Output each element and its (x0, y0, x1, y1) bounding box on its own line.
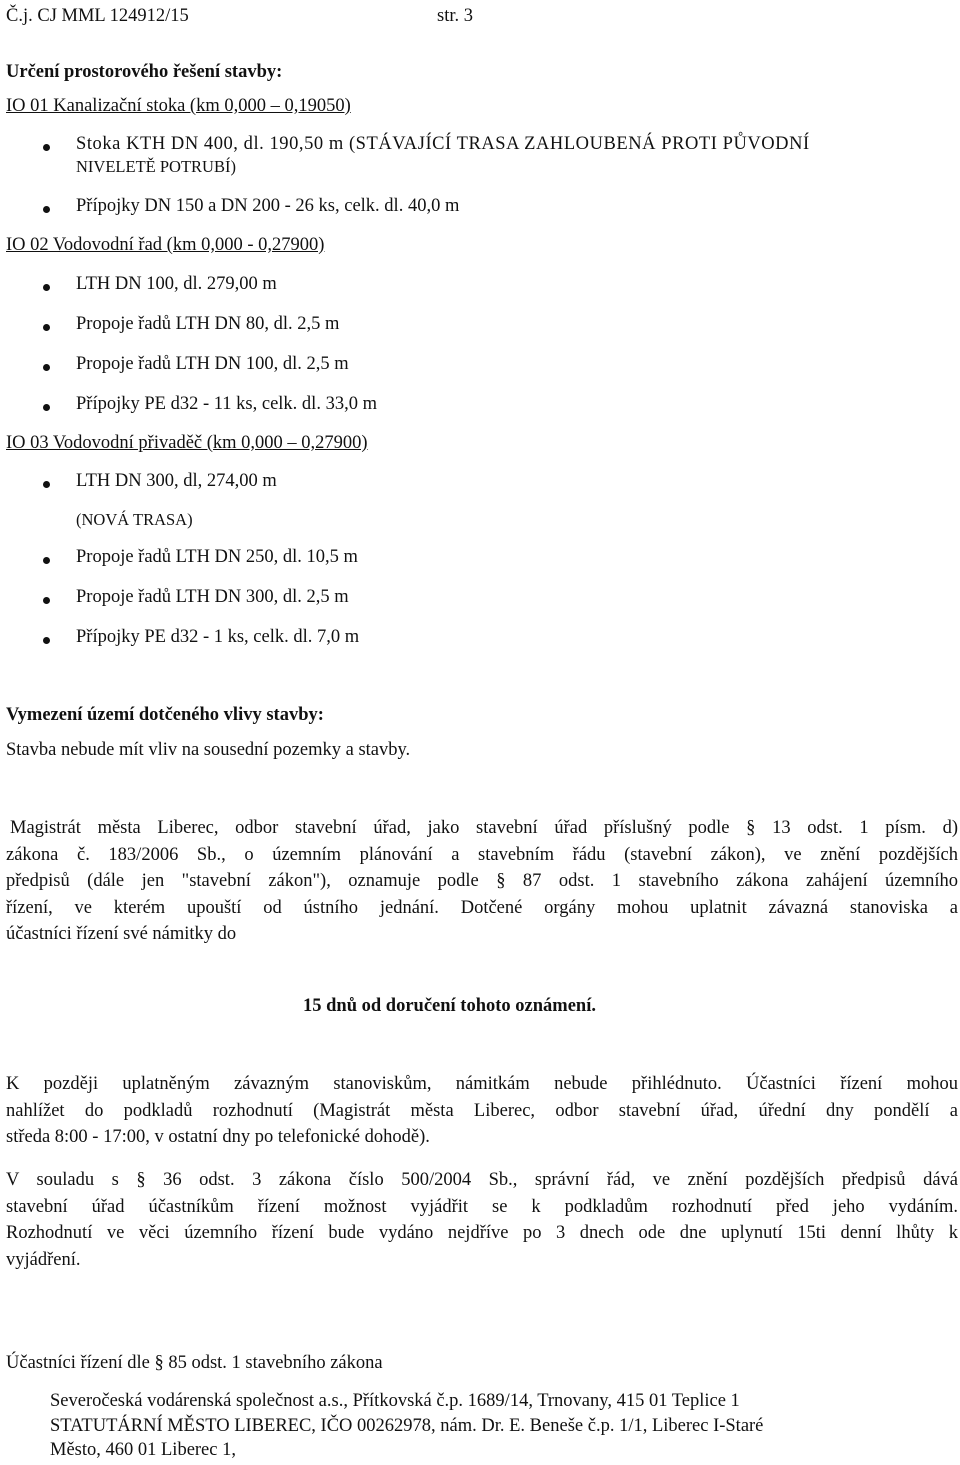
late-objections-paragraph (6, 1071, 958, 1151)
list-item: Stoka KTH DN 400, dl. 190,50 m (STÁVAJÍCÍ TRASA ZAHLOUBENÁ PROTI PŮVODNÍ (76, 134, 810, 154)
paragraph-line: řízení, ve kterém upouští od ústního jednání. Dotčené orgány mohou uplatnit závazná stanoviska a (6, 897, 958, 918)
list-item: Přípojky DN 150 a DN 200 - 26 ks, celk. dl. 40,0 m (76, 196, 460, 216)
paragraph-line: Magistrát města Liberec, odbor stavební úřad, jako stavební úřad příslušný podle § 13 odst. 1 písm. d) (10, 818, 958, 838)
group-heading-io02: IO 02 Vodovodní řad (km 0,000 - 0,27900) (6, 235, 325, 255)
paragraph-line: vyjádření. (6, 1249, 81, 1270)
participants-heading: Účastníci řízení dle § 85 odst. 1 stavebního zákona (6, 1353, 383, 1373)
list-item: LTH DN 300, dl, 274,00 m (76, 471, 277, 491)
group-heading-io03: IO 03 Vodovodní přivaděč (km 0,000 – 0,27900) (6, 433, 368, 453)
list-item: Přípojky PE d32 - 1 ks, celk. dl. 7,0 m (76, 627, 360, 647)
affected-area-text: Stavba nebude mít vliv na sousední pozemky a stavby. (6, 740, 411, 760)
bullet-icon (43, 481, 50, 488)
bullet-icon (43, 324, 50, 331)
document-reference: Č.j. CJ MML 124912/15 (6, 6, 189, 26)
participant-line: STATUTÁRNÍ MĚSTO LIBEREC, IČO 00262978, nám. Dr. E. Beneše č.p. 1/1, Liberec I-Staré (50, 1416, 764, 1436)
paragraph-line: účastníci řízení své námitky do (6, 924, 237, 944)
notice-paragraph (6, 815, 958, 948)
paragraph-line: V souladu s § 36 odst. 3 zákona číslo 500/2004 Sb., správní řád, ve znění pozdějších předpisů dává (6, 1170, 958, 1190)
bullet-icon (43, 284, 50, 291)
paragraph-line: předpisů (dále jen "stavební zákon"), oznamuje podle § 87 odst. 1 stavebního zákona zahájení územního (6, 871, 958, 891)
participant-line: Severočeská vodárenská společnost a.s., Přítkovská č.p. 1689/14, Trnovany, 415 01 Teplice 1 (50, 1391, 740, 1411)
paragraph-line: Rozhodnutí ve věci územního řízení bude vydáno nejdříve po 3 dnech ode dne uplynutí 15ti denní lhůty k (6, 1223, 958, 1243)
bullet-icon (43, 557, 50, 564)
list-item: Propoje řadů LTH DN 100, dl. 2,5 m (76, 354, 349, 374)
bullet-icon (43, 597, 50, 604)
list-item-continuation: NIVELETĚ POTRUBÍ) (76, 157, 236, 176)
bullet-icon (43, 144, 50, 151)
section-title-affected-area: Vymezení území dotčeného vlivy stavby: (6, 705, 324, 725)
paragraph-line: zákona č. 183/2006 Sb., o územním plánování a stavebním řádu (stavební zákon), ve znění pozdějších (6, 844, 958, 865)
list-item: LTH DN 100, dl. 279,00 m (76, 274, 277, 294)
section-title-spatial-solution: Určení prostorového řešení stavby: (6, 62, 283, 82)
group-heading-io01: IO 01 Kanalizační stoka (km 0,000 – 0,19050) (6, 96, 351, 116)
page-number: str. 3 (437, 6, 473, 26)
paragraph-line: nahlížet do podkladů rozhodnutí (Magistrát města Liberec, odbor stavební úřad, úřední dny pondělí a (6, 1100, 958, 1121)
list-item: Propoje řadů LTH DN 300, dl. 2,5 m (76, 587, 349, 607)
list-item: Propoje řadů LTH DN 80, dl. 2,5 m (76, 314, 340, 334)
paragraph-line: K později uplatněným závazným stanoviskům, námitkám nebude přihlédnuto. Účastníci řízení mohou (6, 1074, 958, 1094)
list-item: Přípojky PE d32 - 11 ks, celk. dl. 33,0 m (76, 394, 377, 414)
bullet-icon (43, 637, 50, 644)
deadline-text: 15 dnů od doručení tohoto oznámení. (303, 996, 596, 1016)
paragraph-line: středa 8:00 - 17:00, v ostatní dny po telefonické dohodě). (6, 1127, 430, 1147)
bullet-icon (43, 364, 50, 371)
bullet-icon (43, 404, 50, 411)
list-item-continuation: (NOVÁ TRASA) (76, 510, 193, 529)
administrative-code-paragraph (6, 1167, 958, 1273)
participant-line: Město, 460 01 Liberec 1, (50, 1440, 236, 1460)
paragraph-line: stavební úřad účastníkům řízení možnost vyjádřit se k podkladům rozhodnutí před jeho vydáním. (6, 1196, 958, 1217)
list-item: Propoje řadů LTH DN 250, dl. 10,5 m (76, 547, 358, 567)
bullet-icon (43, 206, 50, 213)
